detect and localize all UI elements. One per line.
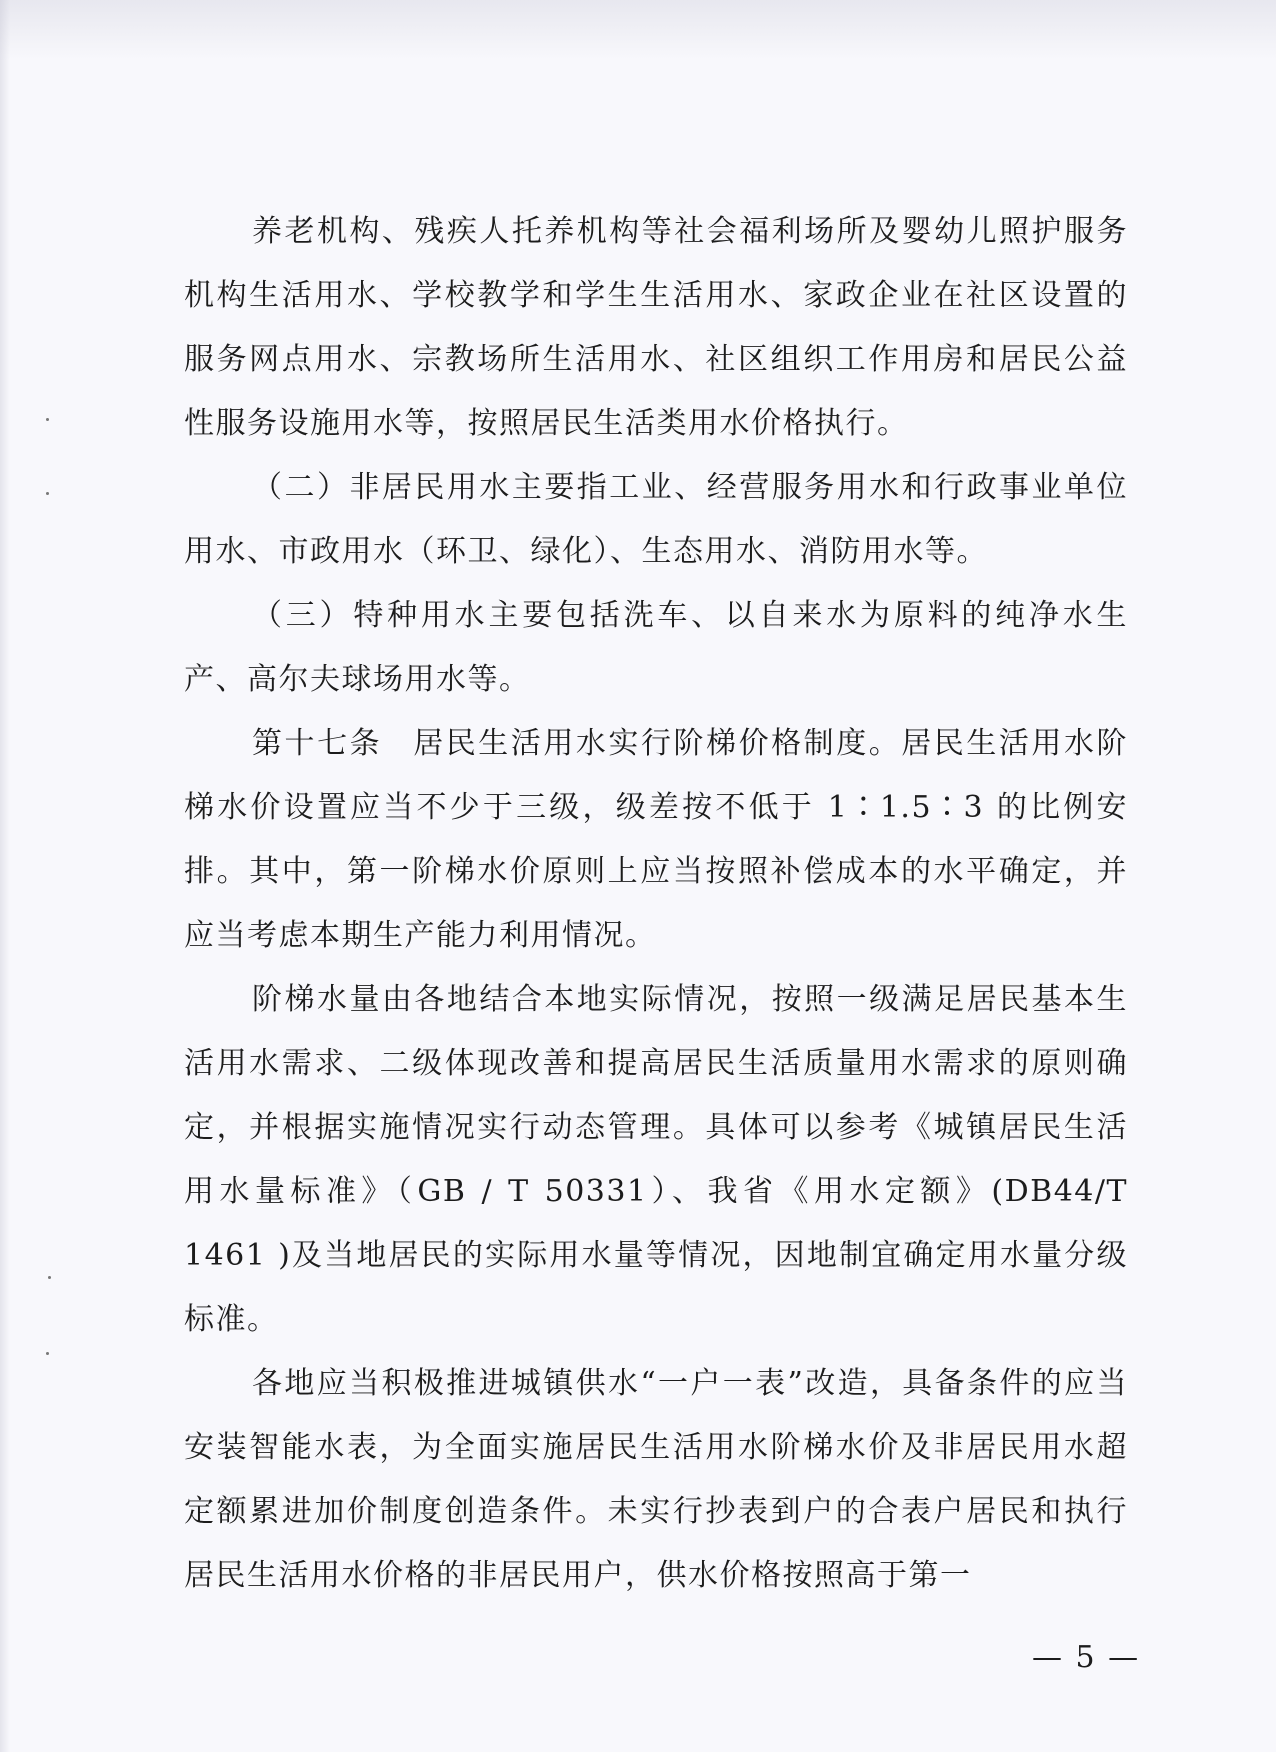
margin-mark	[46, 492, 49, 495]
paragraph-special-water: （三）特种用水主要包括洗车、以自来水为原料的纯净水生产、高尔夫球场用水等。	[184, 598, 1128, 697]
page-number: — 5 —	[1032, 1640, 1141, 1675]
paragraph-article-17	[184, 712, 1128, 968]
article-17-text: 居民生活用水实行阶梯价格制度。居民生活用水阶梯水价设置应当不少于三级，级差按不低于 1∶1.5∶3 的比例安排。其中，第一阶梯水价原则上应当按照补偿成本的水平确定，并应当考虑本期生产能力利用情况。	[184, 726, 1129, 953]
scan-left-edge	[0, 0, 10, 1752]
margin-mark	[46, 1352, 49, 1355]
margin-mark	[46, 418, 49, 421]
paragraph-welfare-facilities: 养老机构、残疾人托养机构等社会福利场所及婴幼儿照护服务机构生活用水、学校教学和学生生活用水、家政企业在社区设置的服务网点用水、宗教场所生活用水、社区组织工作用房和居民公益性服务设施用水等，按照居民生活类用水价格执行。	[184, 214, 1128, 441]
article-number: 第十七条	[252, 726, 383, 761]
paragraph-non-residential-water: （二）非居民用水主要指工业、经营服务用水和行政事业单位用水、市政用水（环卫、绿化）、生态用水、消防用水等。	[184, 470, 1128, 569]
scan-top-shadow	[0, 0, 1276, 60]
margin-mark	[48, 1276, 51, 1279]
paragraph-tiered-volume: 阶梯水量由各地结合本地实际情况，按照一级满足居民基本生活用水需求、二级体现改善和提高居民生活质量用水需求的原则确定，并根据实施情况实行动态管理。具体可以参考《城镇居民生活用水量标准》（GB / T 50331）、我省《用水定额》(DB44/T 1461 )及当地居民的实际用水量等情况，因地制宜确定用水量分级标准。	[184, 982, 1128, 1337]
paragraph-one-meter-per-household: 各地应当积极推进城镇供水“一户一表”改造，具备条件的应当安装智能水表，为全面实施居民生活用水阶梯水价及非居民用水超定额累进加价制度创造条件。未实行抄表到户的合表户居民和执行居民生活用水价格的非居民用户，供水价格按照高于第一	[184, 1366, 1128, 1593]
document-body	[184, 200, 1128, 1608]
